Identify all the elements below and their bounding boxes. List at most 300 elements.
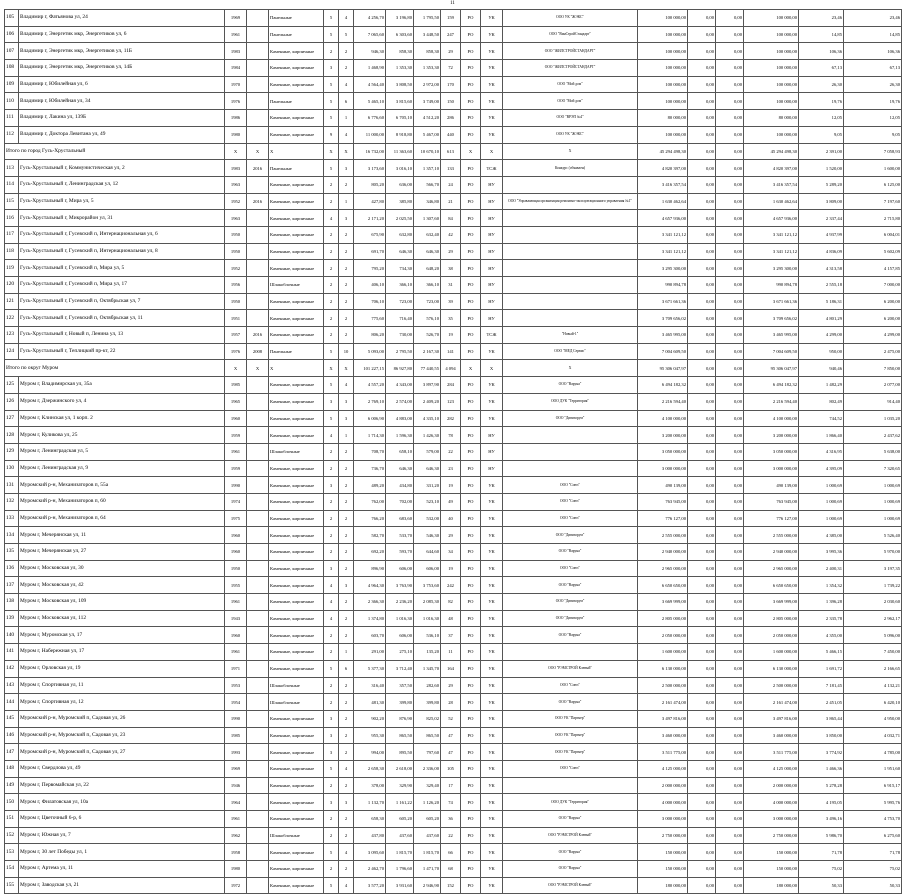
cell-total-area: 4 564,40 (354, 76, 386, 93)
subtotal-row (5, 360, 902, 377)
cell-floors: 2 (324, 260, 339, 277)
cell-federal-funds: 0,00 (688, 43, 716, 60)
cell-management-org (503, 277, 638, 294)
cell-residents: 48 (441, 610, 461, 627)
cell-repair-year (247, 744, 269, 761)
cell-wall-material: X (269, 143, 324, 160)
cell-row-number: 112 (5, 126, 19, 143)
cell-residents: 29 (441, 43, 461, 60)
cell-repair-year (247, 660, 269, 677)
cell-build-year: 1990 (225, 710, 247, 727)
cell-living-area: 646,30 (386, 460, 414, 477)
cell-fund-method: РО (461, 176, 481, 193)
cell-total-cost: 3 416 357,54 (638, 176, 688, 193)
cell-repair-year (247, 277, 269, 294)
cell-limit-per-sqm: 7 450,00 (844, 644, 902, 661)
cell-limit-per-sqm: 4 032,71 (844, 727, 902, 744)
cell-management-org: ООО "Мой дом" (503, 76, 638, 93)
cell-region-funds: 0,00 (716, 644, 744, 661)
table-row (5, 777, 902, 794)
cell-build-year: 1986 (225, 110, 247, 127)
cell-wall-material: Каменные, кирпичные (269, 377, 324, 394)
cell-federal-funds: 0,00 (688, 277, 716, 294)
cell-row-number: 137 (5, 577, 19, 594)
cell-owners-funds: 3 497 816,00 (744, 710, 799, 727)
cell-fund-method: РО (461, 510, 481, 527)
cell-living-area: 716,40 (386, 310, 414, 327)
cell-region-funds: 0,00 (716, 877, 744, 894)
cell-living-area: 636,00 (386, 176, 414, 193)
cell-floors: 3 (324, 727, 339, 744)
cell-total-cost: 2 500 000,00 (638, 677, 688, 694)
cell-address: Муром г, Московская ул, 112 (19, 610, 225, 627)
cell-living-area: 4 883,00 (386, 410, 414, 427)
cell-total-cost: 4 820 397,00 (638, 160, 688, 177)
cell-address: Владимир г, Лакина ул, 139Б (19, 110, 225, 127)
cell-build-year: 1984 (225, 60, 247, 77)
cell-management-type: УК (481, 527, 503, 544)
cell-address: Муром г, Спортивная ул, 11 (19, 677, 225, 694)
cell-management-type: УК (481, 343, 503, 360)
cell-entrances: 2 (339, 493, 354, 510)
cell-cost-per-sqm: 4 299,00 (799, 327, 844, 344)
cell-address: Владимир г, Энергетик мкр, Энергетиков ул, 6 (19, 26, 225, 43)
cell-cost-per-sqm: 1 520,00 (799, 160, 844, 177)
cell-entrances: 2 (339, 811, 354, 828)
cell-owned-area: 576,10 (414, 310, 441, 327)
cell-federal-funds: 0,00 (688, 811, 716, 828)
cell-management-type: УК (481, 660, 503, 677)
cell-address: Муром г, Мечерянская ул, 27 (19, 544, 225, 561)
cell-living-area: 646,30 (386, 243, 414, 260)
cell-build-year: 1943 (225, 610, 247, 627)
cell-living-area: 2 795,50 (386, 343, 414, 360)
cell-cost-per-sqm: 950,00 (799, 343, 844, 360)
cell-wall-material: Каменные, кирпичные (269, 493, 324, 510)
cell-row-number: 110 (5, 93, 19, 110)
cell-address: Муром г, Муромская ул, 17 (19, 627, 225, 644)
cell-living-area: 533,70 (386, 527, 414, 544)
cell-living-area: 275,10 (386, 644, 414, 661)
cell-row-number: 148 (5, 760, 19, 777)
cell-federal-funds: 0,00 (688, 844, 716, 861)
cell-management-org: ООО УК "ЖЭКС" (503, 10, 638, 27)
cell-entrances: 2 (339, 744, 354, 761)
cell-management-org: ООО "ВинСтройСтандарт" (503, 26, 638, 43)
cell-residents: 11 (441, 644, 461, 661)
cell-entrances: 2 (339, 443, 354, 460)
cell-repair-year (247, 644, 269, 661)
cell-repair-year (247, 443, 269, 460)
cell-cost-per-sqm: 5 466,15 (799, 644, 844, 661)
cell-repair-year: 2016 (247, 160, 269, 177)
cell-row-number: 154 (5, 861, 19, 878)
cell-living-area: 6 303,60 (386, 26, 414, 43)
cell-row-number: 128 (5, 427, 19, 444)
cell-living-area: 1 815,70 (386, 844, 414, 861)
table-row (5, 844, 902, 861)
cell-entrances: X (339, 360, 354, 377)
cell-owned-area: 3 749,00 (414, 93, 441, 110)
cell-fund-method: РО (461, 677, 481, 694)
cell-management-type: УК (481, 627, 503, 644)
cell-cost-per-sqm: 3 809,00 (799, 193, 844, 210)
cell-total-cost: 3 669 999,00 (638, 594, 688, 611)
cell-wall-material: Каменные, кирпичные (269, 644, 324, 661)
cell-region-funds: 0,00 (716, 10, 744, 27)
cell-entrances: 2 (339, 560, 354, 577)
cell-management-type: УК (481, 744, 503, 761)
cell-wall-material: Каменные, кирпичные (269, 877, 324, 894)
cell-owners-funds: 3 511 775,00 (744, 744, 799, 761)
cell-federal-funds: 0,00 (688, 93, 716, 110)
cell-management-org: ООО "РЭМСТРОЙ Клевый" (503, 827, 638, 844)
cell-federal-funds: 0,00 (688, 861, 716, 878)
cell-management-type: ТСЖ (481, 160, 503, 177)
cell-total-cost: 3 200 000,00 (638, 427, 688, 444)
cell-residents: 29 (441, 677, 461, 694)
cell-federal-funds: 0,00 (688, 176, 716, 193)
cell-cost-per-sqm: 4 395,09 (799, 460, 844, 477)
cell-entrances: X (339, 143, 354, 160)
cell-floors: 2 (324, 243, 339, 260)
cell-wall-material: Каменные, кирпичные (269, 560, 324, 577)
cell-fund-method: РО (461, 293, 481, 310)
cell-address: Муром г, Первомайская ул, 22 (19, 777, 225, 794)
cell-owners-funds: 4 657 936,00 (744, 210, 799, 227)
cell-cost-per-sqm: 802,49 (799, 393, 844, 410)
cell-limit-per-sqm: 914,40 (844, 393, 902, 410)
cell-total-area: 706,10 (354, 293, 386, 310)
cell-entrances: 2 (339, 861, 354, 878)
table-row (5, 727, 902, 744)
cell-owned-area: 399,80 (414, 694, 441, 711)
table-row (5, 243, 902, 260)
cell-federal-funds: 0,00 (688, 377, 716, 394)
cell-floors: 5 (324, 93, 339, 110)
cell-fund-method: РО (461, 277, 481, 294)
cell-total-cost: 100 000,00 (638, 43, 688, 60)
cell-management-org (503, 443, 638, 460)
cell-federal-funds: 0,00 (688, 527, 716, 544)
cell-total-cost: 2 050 000,00 (638, 627, 688, 644)
cell-management-org: ООО ДУК "Территория" (503, 393, 638, 410)
cell-total-cost: 6 130 000,00 (638, 660, 688, 677)
cell-limit-per-sqm: 4 299,00 (844, 327, 902, 344)
cell-address: Гусь-Хрустальный г, Ленинградская ул, 12 (19, 176, 225, 193)
table-row (5, 610, 902, 627)
cell-federal-funds: 0,00 (688, 443, 716, 460)
cell-cost-per-sqm: 3 496,16 (799, 811, 844, 828)
cell-cost-per-sqm: 5 278,28 (799, 777, 844, 794)
cell-total-cost: 6 650 650,00 (638, 577, 688, 594)
cell-total-area: 5 465,10 (354, 93, 386, 110)
cell-floors: 2 (324, 861, 339, 878)
cell-row-number: 138 (5, 594, 19, 611)
cell-federal-funds: 0,00 (688, 460, 716, 477)
table-row (5, 277, 902, 294)
cell-limit-per-sqm: 2 475,00 (844, 343, 902, 360)
table-row (5, 327, 902, 344)
cell-fund-method: РО (461, 594, 481, 611)
cell-region-funds: 0,00 (716, 460, 744, 477)
cell-owners-funds: 4 125 000,00 (744, 760, 799, 777)
cell-cost-per-sqm: 1 000,69 (799, 477, 844, 494)
cell-build-year: 1957 (225, 327, 247, 344)
cell-fund-method: РО (461, 327, 481, 344)
cell-living-area: 366,10 (386, 277, 414, 294)
table-row (5, 493, 902, 510)
cell-owned-area: 646,30 (414, 460, 441, 477)
cell-total-area: 316,40 (354, 677, 386, 694)
cell-owners-funds: 100 000,00 (744, 60, 799, 77)
cell-total-area: 489,20 (354, 477, 386, 494)
cell-owned-area: 366,10 (414, 277, 441, 294)
cell-total-cost: 2 940 000,00 (638, 544, 688, 561)
cell-management-org: "Новый-1" (503, 327, 638, 344)
cell-management-type: УК (481, 610, 503, 627)
cell-row-number: 151 (5, 811, 19, 828)
cell-cost-per-sqm: 106,36 (799, 43, 844, 60)
cell-build-year: 1974 (225, 493, 247, 510)
cell-owners-funds: 2 216 594,40 (744, 393, 799, 410)
cell-management-type: УК (481, 811, 503, 828)
cell-total-area: 3 577,20 (354, 877, 386, 894)
cell-region-funds: 0,00 (716, 310, 744, 327)
cell-build-year: X (225, 360, 247, 377)
table-row (5, 10, 902, 27)
cell-management-type: УК (481, 477, 503, 494)
cell-living-area: 3 763,90 (386, 577, 414, 594)
cell-repair-year (247, 577, 269, 594)
cell-management-type: НУ (481, 443, 503, 460)
table-row (5, 226, 902, 243)
cell-owners-funds: 2 161 474,00 (744, 694, 799, 711)
cell-management-org: ООО "Дивизорум" (503, 594, 638, 611)
cell-residents: 84 (441, 210, 461, 227)
cell-management-type: УК (481, 694, 503, 711)
cell-total-area: 6 776,60 (354, 110, 386, 127)
cell-fund-method: РО (461, 260, 481, 277)
cell-floors: 5 (324, 160, 339, 177)
subtotal-row (5, 143, 902, 160)
cell-living-area: 8 918,80 (386, 126, 414, 143)
cell-address: Владимир г, Энергетик мкр, Энергетиков ул, 11Б (19, 43, 225, 60)
cell-region-funds: 0,00 (716, 277, 744, 294)
cell-owners-funds: 100 000,00 (744, 26, 799, 43)
cell-owners-funds: 95 306 047,97 (744, 360, 799, 377)
cell-residents: 150 (441, 93, 461, 110)
cell-floors: 2 (324, 694, 339, 711)
cell-fund-method: РО (461, 844, 481, 861)
cell-region-funds: 0,00 (716, 410, 744, 427)
cell-management-org: ООО "Союз" (503, 493, 638, 510)
cell-fund-method: РО (461, 343, 481, 360)
cell-federal-funds: 0,00 (688, 794, 716, 811)
cell-federal-funds: 0,00 (688, 427, 716, 444)
cell-region-funds: 0,00 (716, 844, 744, 861)
cell-residents: 19 (441, 477, 461, 494)
cell-federal-funds: 0,00 (688, 560, 716, 577)
table-row (5, 93, 902, 110)
cell-repair-year (247, 76, 269, 93)
cell-federal-funds: 0,00 (688, 827, 716, 844)
cell-owners-funds: 4 820 397,00 (744, 160, 799, 177)
cell-total-area: 2 658,30 (354, 760, 386, 777)
cell-address: Владимир г, Юбилейная ул, 34 (19, 93, 225, 110)
cell-total-cost: 95 306 047,97 (638, 360, 688, 377)
cell-total-cost: 3 460 000,00 (638, 727, 688, 744)
cell-wall-material: Каменные, кирпичные (269, 727, 324, 744)
cell-limit-per-sqm: 12,05 (844, 110, 902, 127)
cell-fund-method: РО (461, 126, 481, 143)
cell-federal-funds: 0,00 (688, 243, 716, 260)
cell-fund-method: РО (461, 427, 481, 444)
cell-owners-funds: 490 139,00 (744, 477, 799, 494)
cell-living-area: 357,50 (386, 677, 414, 694)
cell-owned-area: 282,60 (414, 677, 441, 694)
cell-entrances: 1 (339, 427, 354, 444)
cell-floors: 2 (324, 644, 339, 661)
cell-address: Гусь-Хрустальный г, Коммунистическая ул, 2 (19, 160, 225, 177)
cell-floors: 2 (324, 43, 339, 60)
cell-repair-year (247, 861, 269, 878)
cell-limit-per-sqm: 1 000,69 (844, 493, 902, 510)
cell-fund-method: РО (461, 811, 481, 828)
table-row (5, 126, 902, 143)
cell-management-org: ООО "Союз" (503, 677, 638, 694)
cell-total-cost: 763 945,00 (638, 493, 688, 510)
cell-build-year: 1961 (225, 26, 247, 43)
cell-management-type: ТСЖ (481, 327, 503, 344)
cell-cost-per-sqm: 1 482,29 (799, 377, 844, 394)
cell-owned-area: 1 345,70 (414, 660, 441, 677)
cell-residents: 47 (441, 727, 461, 744)
cell-limit-per-sqm: 5 638,00 (844, 443, 902, 460)
cell-federal-funds: 0,00 (688, 327, 716, 344)
cell-fund-method: РО (461, 627, 481, 644)
cell-owners-funds: 4 100 000,00 (744, 410, 799, 427)
cell-cost-per-sqm: 2 391,00 (799, 143, 844, 160)
cell-management-org: ООО "Варуна" (503, 577, 638, 594)
cell-region-funds: 0,00 (716, 677, 744, 694)
cell-living-area: 606,00 (386, 627, 414, 644)
cell-repair-year (247, 410, 269, 427)
cell-owned-area: 606,00 (414, 560, 441, 577)
cell-management-type: НУ (481, 210, 503, 227)
table-row (5, 210, 902, 227)
cell-address: Владимир г, Доктора Левитана ул, 49 (19, 126, 225, 143)
cell-build-year: 1962 (225, 827, 247, 844)
cell-repair-year (247, 627, 269, 644)
cell-total-cost: 2 965 000,00 (638, 560, 688, 577)
cell-management-type: УК (481, 727, 503, 744)
cell-management-org: ООО ДУК "Территория" (503, 794, 638, 811)
cell-wall-material: Каменные, кирпичные (269, 410, 324, 427)
cell-address: Муром г, Куликова ул, 25 (19, 427, 225, 444)
cell-entrances: 6 (339, 660, 354, 677)
cell-owners-funds: 3 000 000,00 (744, 811, 799, 828)
cell-total-cost: 2 750 000,00 (638, 827, 688, 844)
cell-residents: 152 (441, 877, 461, 894)
cell-limit-per-sqm: 2 715,80 (844, 210, 902, 227)
cell-address: Гусь-Хрустальный г, Гусевский п, Мира ул, 17 (19, 277, 225, 294)
cell-total-area: 2 769,10 (354, 393, 386, 410)
cell-entrances: 2 (339, 610, 354, 627)
cell-management-org: ООО "Дивизорум" (503, 527, 638, 544)
cell-wall-material: Каменные, кирпичные (269, 844, 324, 861)
cell-wall-material: Каменные, кирпичные (269, 760, 324, 777)
cell-cost-per-sqm: 1 466,36 (799, 760, 844, 777)
cell-owned-area: 1 795,50 (414, 10, 441, 27)
cell-wall-material: Каменные, кирпичные (269, 710, 324, 727)
cell-owners-funds: 3 000 000,00 (744, 460, 799, 477)
cell-fund-method: РО (461, 477, 481, 494)
cell-total-area: 762,00 (354, 493, 386, 510)
cell-total-cost: 180 000,00 (638, 877, 688, 894)
cell-owners-funds: 3 709 656,02 (744, 310, 799, 327)
cell-repair-year: X (247, 360, 269, 377)
cell-federal-funds: 0,00 (688, 727, 716, 744)
cell-floors: 5 (324, 377, 339, 394)
cell-floors: 2 (324, 176, 339, 193)
cell-owners-funds: 990 894,78 (744, 277, 799, 294)
cell-federal-funds: 0,00 (688, 477, 716, 494)
cell-residents: 105 (441, 760, 461, 777)
cell-build-year: 1953 (225, 677, 247, 694)
table-row (5, 310, 902, 327)
cell-total-area: 994,00 (354, 744, 386, 761)
cell-repair-year: 2016 (247, 327, 269, 344)
cell-living-area: 399,80 (386, 694, 414, 711)
cell-region-funds: 0,00 (716, 360, 744, 377)
cell-fund-method: РО (461, 560, 481, 577)
cell-cost-per-sqm: 4 195,05 (799, 794, 844, 811)
cell-owned-area: 1 307,60 (414, 210, 441, 227)
cell-cost-per-sqm: 744,52 (799, 410, 844, 427)
cell-row-number: 122 (5, 310, 19, 327)
cell-total-cost: 1 600 000,00 (638, 644, 688, 661)
cell-management-org: ООО "Дивизорум" (503, 410, 638, 427)
cell-row-number: 107 (5, 43, 19, 60)
cell-federal-funds: 0,00 (688, 60, 716, 77)
cell-repair-year (247, 594, 269, 611)
cell-row-number: 111 (5, 110, 19, 127)
cell-address: Гусь-Хрустальный г, Гусевский п, Октябрьская ул, 7 (19, 293, 225, 310)
cell-federal-funds: 0,00 (688, 610, 716, 627)
cell-management-type: УК (481, 410, 503, 427)
cell-floors: 4 (324, 610, 339, 627)
cell-address: Гусь-Хрустальный г, Теплицкий пр-кт, 22 (19, 343, 225, 360)
cell-fund-method: РО (461, 460, 481, 477)
cell-owners-funds: 3 465 995,00 (744, 327, 799, 344)
cell-build-year: 1959 (225, 460, 247, 477)
cell-row-number: 134 (5, 527, 19, 544)
cell-cost-per-sqm: 3 995,36 (799, 544, 844, 561)
cell-living-area: 606,00 (386, 560, 414, 577)
cell-owned-area: 1 471,70 (414, 861, 441, 878)
cell-management-type: УК (481, 760, 503, 777)
cell-row-number: 133 (5, 510, 19, 527)
cell-total-cost: 3 671 661,36 (638, 293, 688, 310)
cell-owners-funds: 2 000 000,00 (744, 777, 799, 794)
cell-residents: 170 (441, 76, 461, 93)
cell-limit-per-sqm: 5 995,76 (844, 794, 902, 811)
cell-cost-per-sqm: 26,30 (799, 76, 844, 93)
cell-owners-funds: 1 600 000,00 (744, 644, 799, 661)
cell-address: Муром г, Дзержинского ул, 4 (19, 393, 225, 410)
cell-repair-year (247, 510, 269, 527)
